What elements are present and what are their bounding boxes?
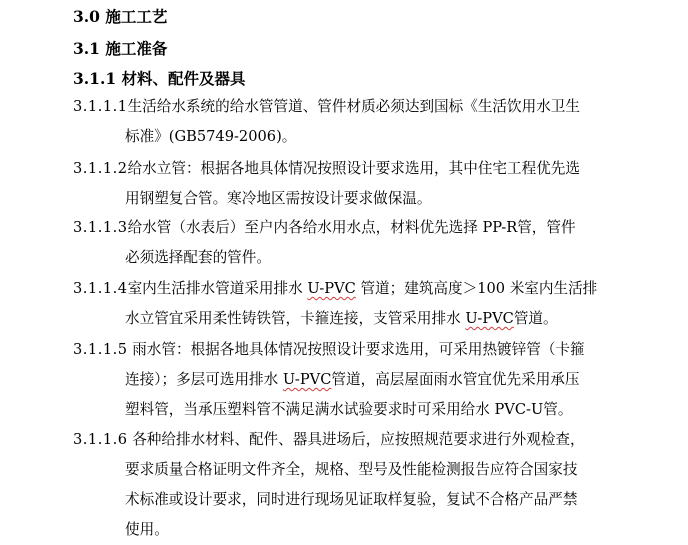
clause-number: 3.1.1.3 (73, 219, 128, 236)
clause-text: 给水管（水表后）至户内各给水用水点，材料优先选择 PP-R管，管件 (127, 219, 576, 236)
clause-number: 3.1.1.4 (73, 280, 128, 297)
clause-3-1-1-3 (73, 213, 673, 273)
clause-number: 3.1.1.6 (73, 431, 128, 448)
clause-text: 各种给排水材料、配件、器具进场后，应按照规范要求进行外观检查， (127, 431, 585, 448)
clause-3-1-1-6 (73, 425, 673, 545)
clause-3-1-1-5 (73, 335, 673, 425)
clause-number: 3.1.1.2 (73, 160, 128, 177)
clause-text: 室内生活排水管道采用排水 (127, 280, 308, 297)
clause-text: 生活给水系统的给水管管道、管件材质必须达到国标《生活饮用水卫生 (127, 98, 580, 115)
clause-text: 给水立管：根据各地具体情况按照设计要求选用，其中住宅工程优先选 (127, 160, 580, 177)
clause-text-continued: 水立管宜采用柔性铸铁管，卡箍连接，支管采用排水 (125, 310, 466, 327)
clause-3-1-1-4 (73, 274, 673, 334)
clause-text-continued: 必须选择配套的管件。 (125, 249, 271, 266)
clause-text: 管道；建筑高度＞100 米室内生活排 (355, 280, 598, 297)
clause-3-1-1-1 (73, 92, 673, 152)
subsection-heading: 3.1 施工准备 (73, 39, 168, 58)
clause-number: 3.1.1.5 (73, 341, 128, 358)
clause-text-continued: 塑料管，当承压塑料管不满足满水试验要求时可采用给水 PVC-U管。 (125, 401, 573, 418)
clause-text-continued: 术标准或设计要求，同时进行现场见证取样复验，复试不合格产品严禁 (125, 491, 578, 508)
clause-text-continued: 要求质量合格证明文件齐全，规格、型号及性能检测报告应符合国家技 (125, 461, 578, 478)
clause-text-continued: 标准》(GB5749-2006)。 (125, 128, 297, 145)
clause-text: 雨水管：根据各地具体情况按照设计要求选用，可采用热镀锌管（卡箍 (127, 341, 585, 358)
clause-3-1-1-2 (73, 154, 673, 214)
clause-text-flagged: U-PVC (465, 310, 514, 327)
section-heading: 3.0 施工工艺 (73, 7, 168, 26)
clause-text-continued: 管道，高层屋面雨水管宜优先采用承压 (331, 371, 580, 388)
clause-text-continued: 使用。 (125, 521, 169, 538)
clause-text-continued: 连接）；多层可选用排水 (125, 371, 283, 388)
clause-text-flagged: U-PVC (307, 280, 356, 297)
clause-text-continued: 管道。 (513, 310, 558, 327)
clause-number: 3.1.1.1 (73, 98, 128, 115)
clause-text-flagged: U-PVC (282, 371, 332, 388)
clause-text-continued: 用钢塑复合管。寒冷地区需按设计要求做保温。 (125, 190, 432, 207)
sub-subsection-heading: 3.1.1 材料、配件及器具 (73, 69, 246, 88)
